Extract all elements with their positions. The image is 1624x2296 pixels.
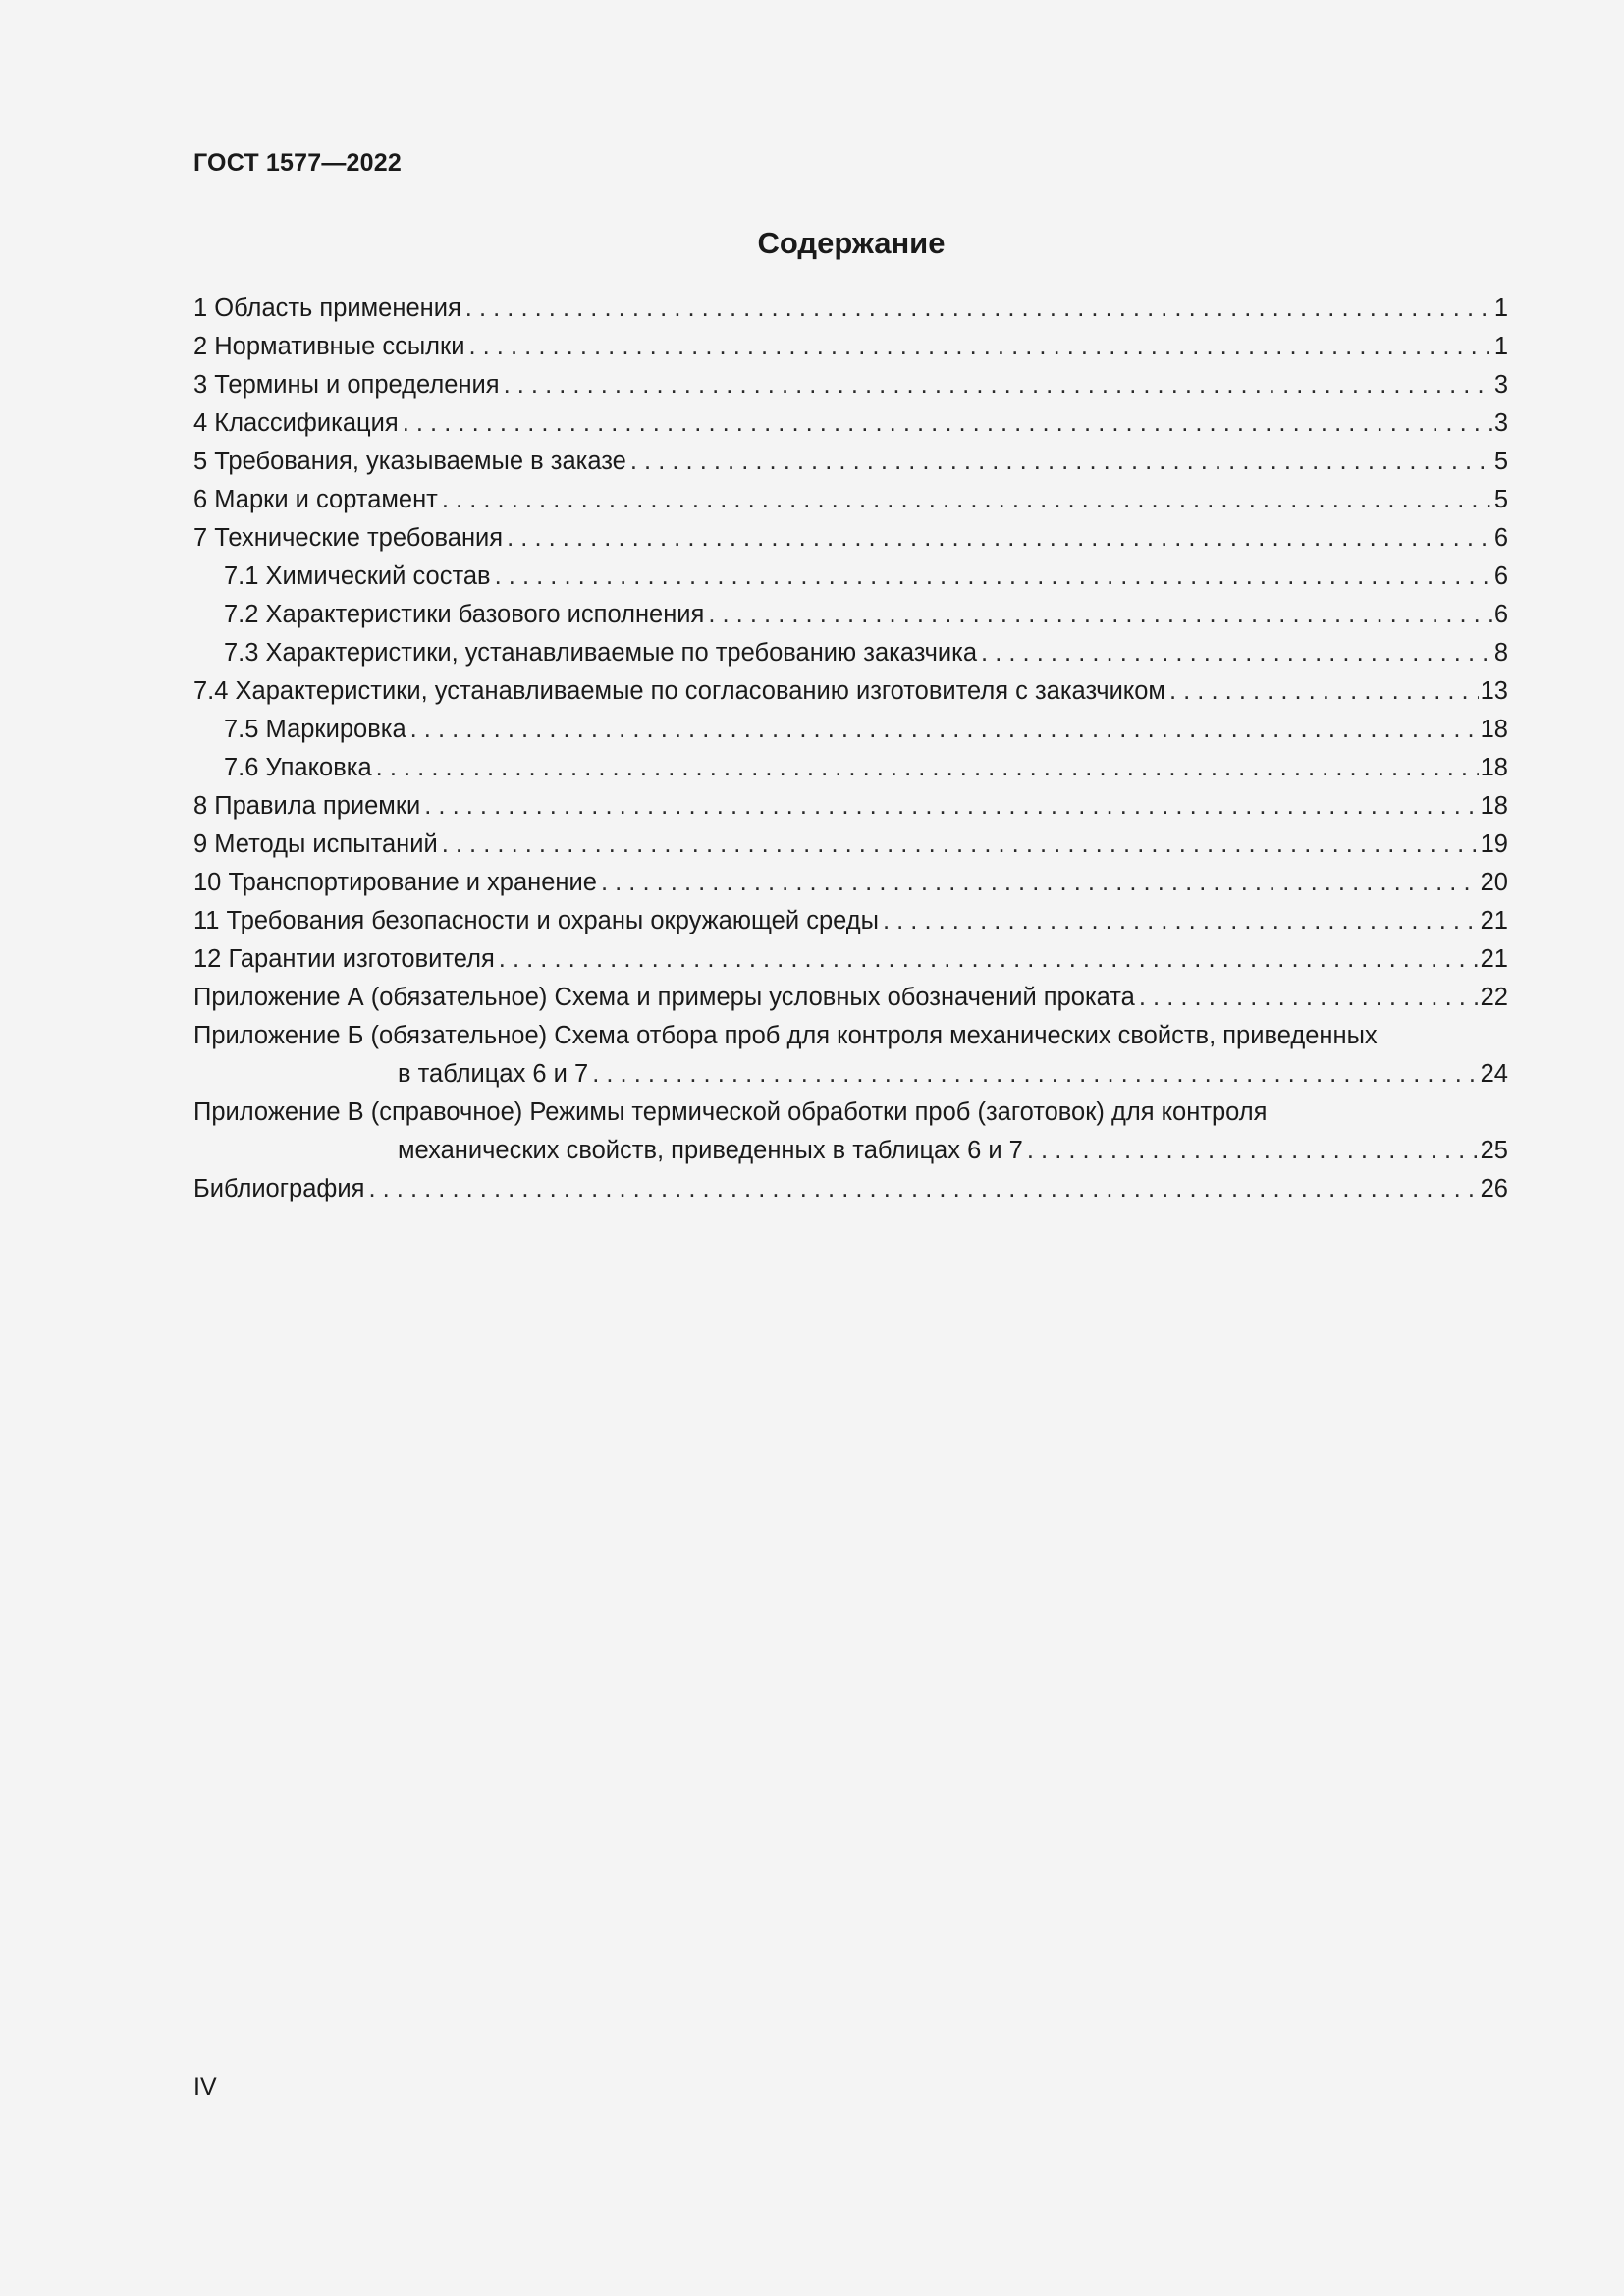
toc-leader-dots (403, 404, 1492, 443)
toc-entry-page: 26 (1480, 1175, 1508, 1202)
toc-entry[interactable] (193, 902, 1508, 940)
toc-appendix-entry[interactable] (193, 979, 1508, 1017)
toc-entry-title: 7.1 Химический состав (224, 562, 491, 590)
toc-entry-page: 18 (1480, 716, 1508, 743)
toc-entry-title: 7.5 Маркировка (224, 716, 406, 743)
toc-leader-dots (442, 481, 1492, 519)
toc-entry-page: 18 (1480, 792, 1508, 820)
toc-entry[interactable] (193, 1170, 1508, 1208)
toc-entry-title: 7.3 Характеристики, устанавливаемые по требованию заказчика (224, 639, 978, 667)
toc-leader-dots (981, 634, 1492, 672)
toc-entry[interactable] (193, 940, 1508, 979)
toc-entry-page: 3 (1493, 409, 1508, 437)
toc-entry[interactable] (193, 826, 1508, 864)
toc-entry-title: 4 Классификация (193, 409, 399, 437)
toc-entry-page: 1 (1493, 333, 1508, 360)
toc-leader-dots (601, 864, 1479, 902)
toc-title: Содержание (757, 226, 946, 260)
toc-entry-title: Приложение Б (обязательное) Схема отбора проб для контроля механических свойств, приведенных (193, 1022, 1378, 1049)
toc-leader-dots (1169, 672, 1479, 711)
toc-entry-title: Приложение В (справочное) Режимы термической обработки проб (заготовок) для контроля (193, 1098, 1268, 1126)
toc-entry-title: 1 Область применения (193, 294, 461, 322)
toc-entry-page: 21 (1480, 945, 1508, 973)
toc-entry-page: 1 (1493, 294, 1508, 322)
toc-entry-page: 24 (1480, 1060, 1508, 1088)
toc-entry-title: 10 Транспортирование и хранение (193, 869, 597, 896)
toc-entry-title: 12 Гарантии изготовителя (193, 945, 495, 973)
toc-entry-title: Приложение А (обязательное) Схема и примеры условных обозначений проката (193, 984, 1135, 1011)
toc-leader-dots (376, 749, 1479, 787)
toc-subentry[interactable] (193, 749, 1508, 787)
toc-leader-dots (499, 940, 1479, 979)
toc-leader-dots (410, 711, 1479, 749)
toc-leader-dots (592, 1055, 1478, 1094)
toc-entry-page: 20 (1480, 869, 1508, 896)
toc-entry-title: 2 Нормативные ссылки (193, 333, 465, 360)
toc-entry-page: 25 (1480, 1137, 1508, 1164)
toc-entry-page: 3 (1493, 371, 1508, 399)
toc-entry-title: 6 Марки и сортамент (193, 486, 438, 513)
table-of-contents (193, 290, 1508, 1208)
toc-entry[interactable] (193, 328, 1508, 366)
toc-appendix-continuation[interactable] (193, 1055, 1508, 1094)
toc-entry-page: 5 (1493, 448, 1508, 475)
toc-entry-page: 6 (1493, 524, 1508, 552)
toc-leader-dots (495, 558, 1492, 596)
toc-entry-page: 19 (1480, 830, 1508, 858)
toc-leader-dots (507, 519, 1492, 558)
toc-entry-page: 6 (1493, 601, 1508, 628)
toc-entry[interactable] (193, 519, 1508, 558)
toc-entry-page: 21 (1480, 907, 1508, 934)
toc-entry-page: 22 (1480, 984, 1508, 1011)
toc-subentry[interactable] (193, 558, 1508, 596)
toc-leader-dots (883, 902, 1479, 940)
toc-leader-dots (708, 596, 1491, 634)
toc-entry[interactable] (193, 366, 1508, 404)
toc-entry-title: 9 Методы испытаний (193, 830, 438, 858)
document-code: ГОСТ 1577—2022 (193, 149, 402, 177)
toc-leader-dots (368, 1170, 1478, 1208)
toc-appendix-entry[interactable] (193, 1017, 1508, 1055)
toc-entry-title: 7.2 Характеристики базового исполнения (224, 601, 705, 628)
toc-entry[interactable] (193, 481, 1508, 519)
toc-subentry[interactable] (193, 634, 1508, 672)
toc-entry-title: 7.6 Упаковка (224, 754, 372, 781)
toc-entry-page: 6 (1493, 562, 1508, 590)
toc-leader-dots (442, 826, 1479, 864)
toc-entry-title: механических свойств, приведенных в таблицах 6 и 7 (398, 1137, 1023, 1164)
toc-leader-dots (504, 366, 1492, 404)
toc-entry[interactable] (193, 290, 1508, 328)
toc-leader-dots (1139, 979, 1479, 1017)
toc-appendix-entry[interactable] (193, 1094, 1508, 1132)
toc-entry-title: 7.4 Характеристики, устанавливаемые по согласованию изготовителя с заказчиком (193, 677, 1165, 705)
toc-entry-page: 5 (1493, 486, 1508, 513)
toc-entry-title: в таблицах 6 и 7 (398, 1060, 589, 1088)
toc-leader-dots (465, 290, 1492, 328)
toc-entry-page: 8 (1493, 639, 1508, 667)
toc-entry-title: 7 Технические требования (193, 524, 504, 552)
page-number: IV (193, 2073, 217, 2101)
toc-entry-title: 5 Требования, указываемые в заказе (193, 448, 626, 475)
toc-entry-title: Библиография (193, 1175, 365, 1202)
toc-leader-dots (424, 787, 1478, 826)
toc-entry-page: 18 (1480, 754, 1508, 781)
toc-entry[interactable] (193, 864, 1508, 902)
toc-entry-title: 3 Термины и определения (193, 371, 500, 399)
toc-leader-dots (1027, 1132, 1479, 1170)
toc-entry[interactable] (193, 787, 1508, 826)
toc-subentry[interactable] (193, 596, 1508, 634)
toc-subentry[interactable] (193, 672, 1508, 711)
toc-entry-title: 11 Требования безопасности и охраны окружающей среды (193, 907, 879, 934)
toc-leader-dots (468, 328, 1491, 366)
toc-subentry[interactable] (193, 711, 1508, 749)
toc-leader-dots (630, 443, 1492, 481)
toc-entry-page: 13 (1480, 677, 1508, 705)
toc-entry-title: 8 Правила приемки (193, 792, 421, 820)
toc-appendix-continuation[interactable] (193, 1132, 1508, 1170)
toc-entry[interactable] (193, 404, 1508, 443)
toc-entry[interactable] (193, 443, 1508, 481)
